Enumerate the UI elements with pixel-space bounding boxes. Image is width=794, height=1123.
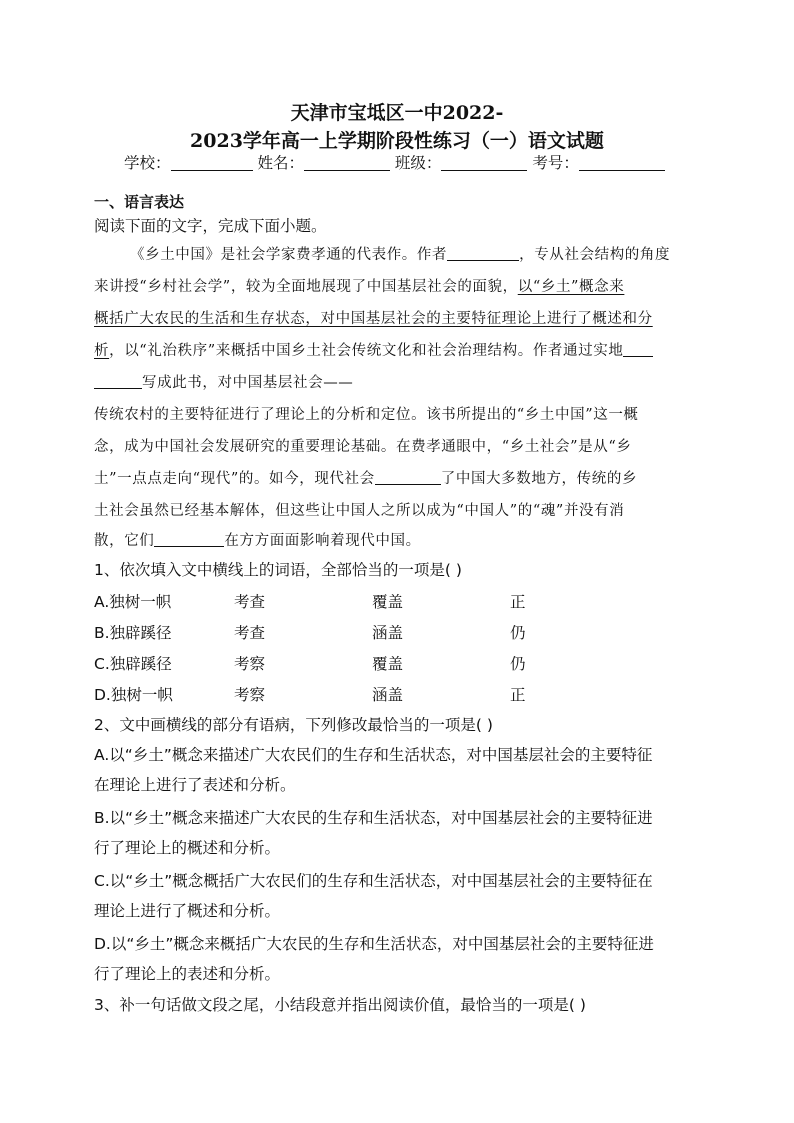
q2-option-b-line2: 行了理论上的概述和分析。 xyxy=(94,839,281,857)
option-word: 涵盖 xyxy=(372,624,404,642)
fill-blank-2a xyxy=(623,343,653,357)
name-blank xyxy=(304,156,390,171)
passage-line xyxy=(94,307,653,328)
passage-text: 了中国大多数地方，传统的乡 xyxy=(440,471,638,487)
passage-text: 写成此书，对中国基层社会—— xyxy=(142,375,354,391)
question-3-stem: 3、补一句话做文段之尾，小结段意并指出阅读价值，最恰当的一项是( ) xyxy=(94,996,586,1014)
passage-text: 来讲授“乡村社会学”，较为全面地展现了中国基层社会的面貌， xyxy=(94,279,518,295)
q2-option-c-line2: 理论上进行了概述和分析。 xyxy=(94,902,281,920)
option-word: 覆盖 xyxy=(372,593,404,611)
school-label: 学校： xyxy=(124,154,171,172)
option-word: 涵盖 xyxy=(372,686,404,704)
underlined-sentence: 以“乡土”概念来 xyxy=(517,279,625,295)
option-label: C.独辟蹊径 xyxy=(94,655,172,673)
passage-line xyxy=(94,467,637,488)
passage-line: 土社会虽然已经基本解体，但这些让中国人之所以成为“中国人”的“魂”并没有消 xyxy=(94,503,625,519)
passage-line: 传统农村的主要特征进行了理论上的分析和定位。该书所提出的“乡土中国”这一概 xyxy=(94,407,639,423)
q2-option-d-line1: D.以“乡土”概念来概括广大农民的生存和生活状态，对中国基层社会的主要特征进 xyxy=(94,935,654,953)
q2-option-c-line1: C.以“乡土”概念概括广大农民们的生存和生活状态，对中国基层社会的主要特征在 xyxy=(94,872,653,890)
option-word: 考察 xyxy=(234,655,266,673)
underlined-sentence: 析 xyxy=(94,343,110,359)
fill-blank-2b xyxy=(94,375,142,389)
q2-option-d-line2: 行了理论上的表述和分析。 xyxy=(94,965,281,983)
passage-text: ，以“礼治秩序”来概括中国乡土社会传统文化和社会治理结构。作者通过实地 xyxy=(109,343,624,359)
option-label: D.独树一帜 xyxy=(94,686,173,704)
passage-text: 《乡土中国》是社会学家费孝通的代表作。作者 xyxy=(130,247,448,263)
option-word: 考察 xyxy=(234,686,266,704)
section-heading: 一、语言表达 xyxy=(94,193,185,211)
exam-no-blank xyxy=(579,156,665,171)
q2-option-a-line2: 在理论上进行了表述和分析。 xyxy=(94,776,296,794)
passage-line xyxy=(130,243,670,264)
passage-text: 在方方面面影响着现代中国。 xyxy=(224,533,421,549)
passage-line xyxy=(94,275,624,296)
student-info-line xyxy=(124,151,665,173)
school-blank xyxy=(171,156,253,171)
passage-line: 念，成为中国社会发展研究的重要理论基础。在费孝通眼中，“乡土社会”是从“乡 xyxy=(94,439,632,455)
class-label: 班级： xyxy=(394,154,442,172)
option-word: 考查 xyxy=(234,593,266,611)
option-word: 正 xyxy=(510,686,526,704)
option-word: 正 xyxy=(510,593,526,611)
exam-title-line2: 2023学年高一上学期阶段性练习（一）语文试题 xyxy=(190,130,604,152)
class-blank xyxy=(441,156,527,171)
fill-blank-1 xyxy=(447,247,519,261)
question-2-stem: 2、文中画横线的部分有语病，下列修改最恰当的一项是( ) xyxy=(94,716,493,734)
q2-option-b-line1: B.以“乡土”概念来描述广大农民的生存和生活状态，对中国基层社会的主要特征进 xyxy=(94,809,653,827)
exam-no-label: 考号： xyxy=(532,154,579,172)
option-label: A.独树一帜 xyxy=(94,593,172,611)
q2-option-a-line1: A.以“乡土”概念来描述广大农民们的生存和生活状态，对中国基层社会的主要特征 xyxy=(94,746,653,764)
option-word: 考查 xyxy=(234,624,266,642)
section-instruction: 阅读下面的文字，完成下面小题。 xyxy=(94,217,327,235)
fill-blank-3 xyxy=(375,471,441,485)
option-word: 仍 xyxy=(510,655,526,673)
option-word: 覆盖 xyxy=(372,655,404,673)
option-label: B.独辟蹊径 xyxy=(94,624,172,642)
passage-text: 散，它们 xyxy=(94,533,155,549)
name-label: 姓名： xyxy=(257,154,304,172)
passage-text: 土”一点点走向“现代”的。如今，现代社会 xyxy=(94,471,375,487)
fill-blank-4 xyxy=(154,533,224,547)
option-word: 仍 xyxy=(510,624,526,642)
exam-title-line1: 天津市宝坻区一中2022- xyxy=(290,102,504,124)
passage-text: ，专从社会结构的角度 xyxy=(519,247,671,263)
passage-line xyxy=(94,529,421,550)
underlined-sentence: 概括广大农民的生活和生存状态，对中国基层社会的主要特征理论上进行了概述和分 xyxy=(94,311,653,327)
passage-line xyxy=(94,371,353,392)
question-1-stem: 1、依次填入文中横线上的词语，全部恰当的一项是( ) xyxy=(94,561,462,579)
passage-line xyxy=(94,339,653,360)
